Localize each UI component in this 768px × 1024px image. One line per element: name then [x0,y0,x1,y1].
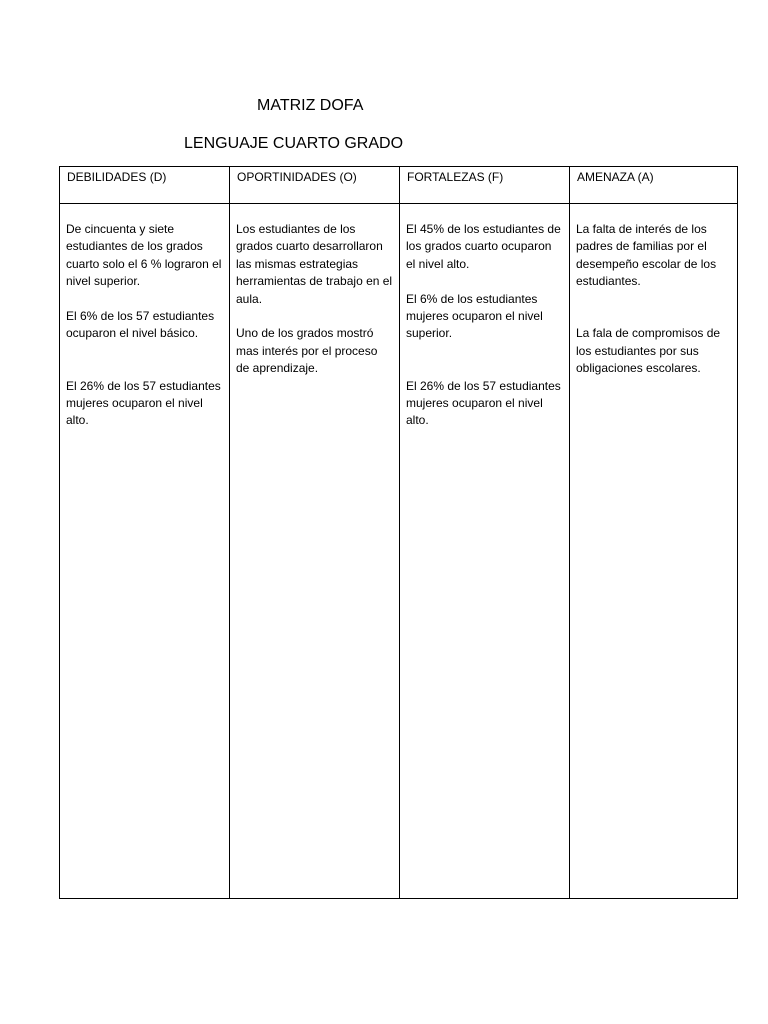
dofa-matrix-table [59,166,738,899]
column-amenazas [570,204,737,898]
debilidad-item: El 6% de los 57 estudiantes ocuparon el nivel básico. [66,309,215,341]
document-title: MATRIZ DOFA [257,97,364,114]
fortaleza-item: El 6% de los estudiantes mujeres ocuparon el nivel superior. [406,291,543,341]
amenaza-item: La falta de interés de los padres de familias por el desempeño escolar de los estudiantes. [576,222,717,289]
oportunidad-item: Los estudiantes de los grados cuarto desarrollaron las mismas estrategias herramientas de trabajo en el aula. [236,222,393,306]
column-debilidades [60,204,230,898]
header-oportunidades: OPORTINIDADES (O) [230,167,400,204]
header-fortalezas: FORTALEZAS (F) [400,167,570,204]
debilidad-item: De cincuenta y siete estudiantes de los grados cuarto solo el 6 % lograron el nivel superior. [66,222,222,289]
amenaza-item: La fala de compromisos de los estudiantes por sus obligaciones escolares. [576,326,721,376]
header-debilidades: DEBILIDADES (D) [60,167,230,204]
column-oportunidades [230,204,400,898]
column-fortalezas [400,204,570,898]
debilidad-item: El 26% de los 57 estudiantes mujeres ocuparon el nivel alto. [66,378,221,428]
fortaleza-item: El 26% de los 57 estudiantes mujeres ocuparon el nivel alto. [406,378,561,428]
oportunidad-item: Uno de los grados mostró mas interés por el proceso de aprendizaje. [236,326,378,376]
document-subtitle: LENGUAJE CUARTO GRADO [184,135,404,152]
header-amenazas: AMENAZA (A) [570,167,737,204]
fortaleza-item: El 45% de los estudiantes de los grados cuarto ocuparon el nivel alto. [406,222,561,271]
